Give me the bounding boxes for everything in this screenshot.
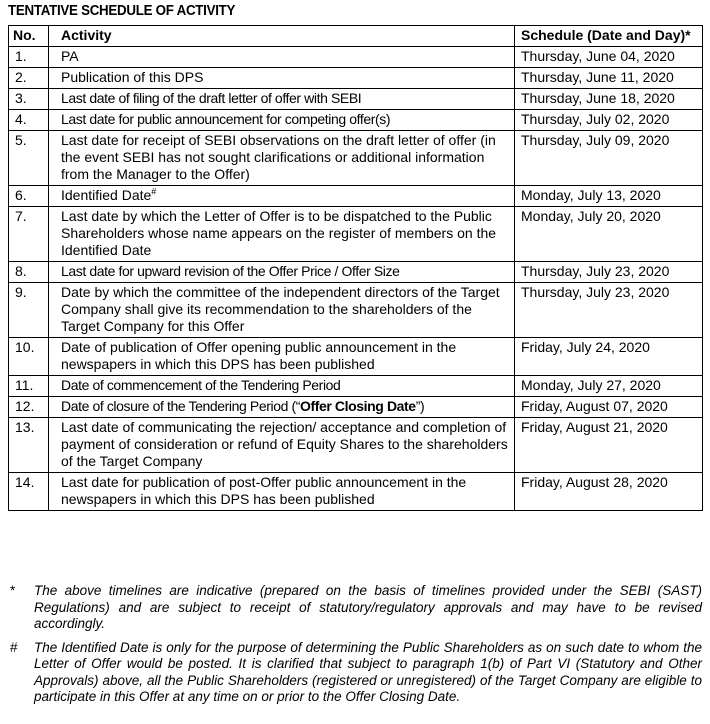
row-activity: [49, 186, 515, 207]
row-activity: Date of publication of Offer opening public announcement in the newspapers in which this DPS has been published: [49, 338, 515, 376]
row-schedule: Thursday, July 02, 2020: [515, 110, 703, 131]
row-schedule: Thursday, June 18, 2020: [515, 89, 703, 110]
row-no: 11.: [9, 376, 49, 397]
row-no: 10.: [9, 338, 49, 376]
row-no: 4.: [9, 110, 49, 131]
row-schedule: Thursday, July 09, 2020: [515, 131, 703, 186]
row-activity: Last date of communicating the rejection/ acceptance and completion of payment of consideration or refund of Equity Shares to the shareholders of the Target Company: [49, 418, 515, 473]
header-schedule: Schedule (Date and Day)*: [515, 26, 703, 47]
row-activity: Publication of this DPS: [49, 68, 515, 89]
footnote-text: The above timelines are indicative (prepared on the basis of timelines provided under the SEBI (SAST) Regulations) and are subject to receipt of statutory/regulatory approvals and may have to be revised accordingly.: [34, 583, 702, 631]
row-schedule: Friday, August 21, 2020: [515, 418, 703, 473]
row-schedule: Thursday, July 23, 2020: [515, 283, 703, 338]
row-activity: Date of commencement of the Tendering Period: [49, 376, 515, 397]
header-no: No.: [9, 26, 49, 47]
table-row: [9, 186, 703, 207]
row-no: 3.: [9, 89, 49, 110]
row-schedule: Thursday, June 11, 2020: [515, 68, 703, 89]
table-row: [9, 89, 703, 110]
row-activity-text: Identified Date: [61, 187, 152, 203]
row-no: 14.: [9, 473, 49, 511]
table-row: [9, 418, 703, 473]
table-row: [9, 283, 703, 338]
row-no: 6.: [9, 186, 49, 207]
row-no: 12.: [9, 397, 49, 418]
table-row: [9, 47, 703, 68]
row-activity-text: Date of closure of the Tendering Period (“: [61, 398, 300, 414]
footnote-identified-date: [8, 640, 702, 706]
row-activity: [49, 397, 515, 418]
row-no: 5.: [9, 131, 49, 186]
row-schedule: Friday, August 07, 2020: [515, 397, 703, 418]
row-schedule: Monday, July 20, 2020: [515, 207, 703, 262]
table-row: [9, 473, 703, 511]
row-schedule: Friday, July 24, 2020: [515, 338, 703, 376]
row-no: 7.: [9, 207, 49, 262]
footnotes: [8, 583, 702, 713]
row-schedule: Thursday, July 23, 2020: [515, 262, 703, 283]
page-title: TENTATIVE SCHEDULE OF ACTIVITY: [8, 3, 236, 19]
table-row: [9, 207, 703, 262]
footnote-marker: #: [151, 186, 157, 197]
row-no: 2.: [9, 68, 49, 89]
table-row: [9, 68, 703, 89]
footnote-symbol: #: [10, 639, 18, 655]
footnote-symbol: *: [10, 583, 16, 598]
row-schedule: Friday, August 28, 2020: [515, 473, 703, 511]
table-row: [9, 262, 703, 283]
footnote-text: The Identified Date is only for the purpose of determining the Public Shareholders as on such date to whom the Letter of Offer would be posted. It is clarified that subject to paragraph 1(b) of Part VI (Statutory and Other Approvals) above, all the Public Shareholders (registered or unregistered) of the Target Company are eligible to participate in this Offer at any time on or prior to the Offer Closing Date.: [34, 639, 702, 704]
table-row: [9, 338, 703, 376]
row-schedule: Monday, July 27, 2020: [515, 376, 703, 397]
row-activity: Date by which the committee of the independent directors of the Target Company shall give its recommendation to the shareholders of the Target Company for this Offer: [49, 283, 515, 338]
row-activity: Last date for public announcement for competing offer(s): [49, 110, 515, 131]
row-schedule: Monday, July 13, 2020: [515, 186, 703, 207]
row-activity: PA: [49, 47, 515, 68]
row-no: 1.: [9, 47, 49, 68]
row-schedule: Thursday, June 04, 2020: [515, 47, 703, 68]
footnote-timelines: [8, 583, 702, 633]
table-row: [9, 397, 703, 418]
table-row: [9, 376, 703, 397]
header-activity: Activity: [49, 26, 515, 47]
row-activity: Last date by which the Letter of Offer is to be dispatched to the Public Shareholders whose name appears on the register of members on the Identified Date: [49, 207, 515, 262]
row-no: 8.: [9, 262, 49, 283]
table-row: [9, 110, 703, 131]
row-no: 9.: [9, 283, 49, 338]
table-row: [9, 131, 703, 186]
table-header-row: [9, 26, 703, 47]
row-activity: Last date for publication of post-Offer public announcement in the newspapers in which this DPS has been published: [49, 473, 515, 511]
offer-closing-date-term: Offer Closing Date: [299, 398, 416, 414]
schedule-table: [8, 25, 703, 511]
row-activity: Last date for upward revision of the Offer Price / Offer Size: [49, 262, 515, 283]
row-activity: Last date for receipt of SEBI observations on the draft letter of offer (in the event SEBI has not sought clarifications or additional information from the Manager to the Offer): [49, 131, 515, 186]
row-no: 13.: [9, 418, 49, 473]
row-activity: Last date of filing of the draft letter of offer with SEBI: [49, 89, 515, 110]
row-activity-text-end: ”): [415, 398, 425, 414]
